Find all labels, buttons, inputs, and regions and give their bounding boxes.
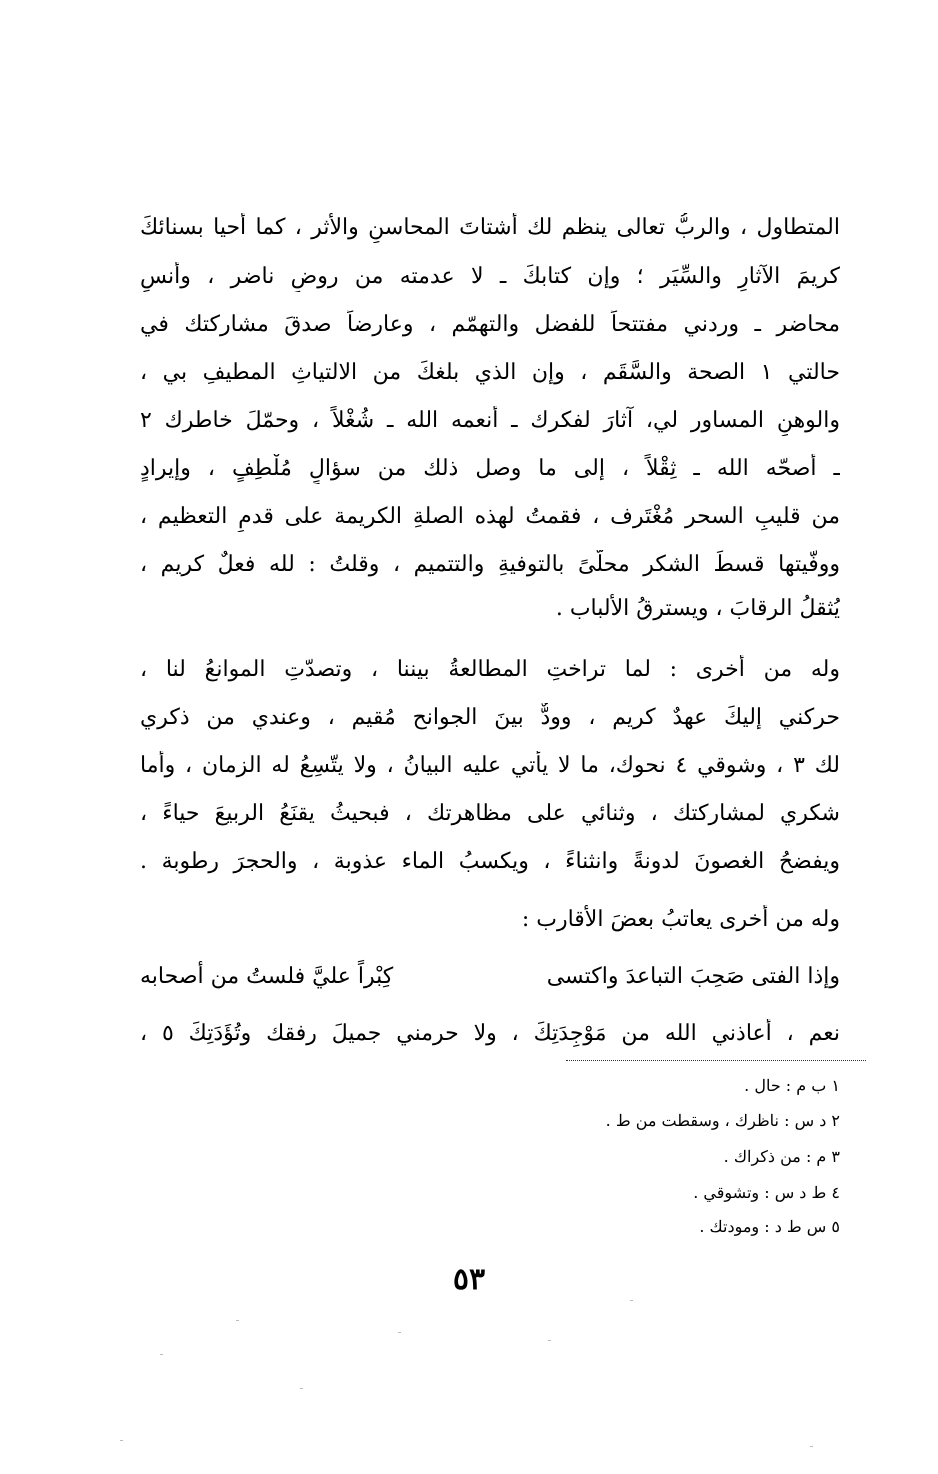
body-text-line: كريمَ الآثارِ والسِّيَر ؛ وإن كتابكَ ـ لا عدمته من روضٍ ناضر ، وأُنسٍ [140, 264, 840, 289]
scan-speck [120, 1440, 123, 1441]
scan-speck [300, 1388, 303, 1389]
body-text-line: ووفّيتها قسطَ الشكر محلّىً بالتوفيةِ والتتميم ، وقلتُ : لله فعلٌ كريم ، [140, 552, 840, 577]
body-text-line: ويفضحُ الغصونَ لدونةً وانثناءً ، ويكسبُ الماء عذوبة ، والحجرَ رطوبة . [140, 849, 840, 874]
footnote: ٣ م : من ذكراك . [723, 1147, 840, 1166]
body-text-line: من قليبِ السحر مُغْتَرف ، فقمتُ لهذه الصلةِ الكريمة على قدمِ التعظيم ، [140, 504, 840, 529]
footnote: ١ ب م : حال . [744, 1076, 840, 1095]
footnote: ٥ س ط د : ومودتك . [699, 1217, 840, 1236]
footnote-divider [566, 1060, 866, 1061]
closing-text-line: نعم ، أعاذني الله من مَوْجِدَتِكَ ، ولا حرمني جميلَ رفقك وتُؤَدَتِكَ ٥ ، [140, 1021, 840, 1046]
body-text-line: ـ أصحّه الله ـ ثِقْلاً ، إلى ما وصل ذلك من سؤالٍ مُلْطِفٍ ، وإيرادٍ [140, 456, 840, 481]
poem-verse [140, 962, 840, 994]
body-text-line: حالتي ١ الصحة والسَّقَم ، وإن الذي بلغكَ من الالتياثِ المطيفِ بي ، [140, 360, 840, 385]
body-text-line: المتطاول ، والربُّ تعالى ينظم لك أشتاتَ المحاسنِ والأثر ، كما أحيا بسنائكَ [140, 215, 840, 240]
scan-speck [548, 1340, 551, 1341]
scan-speck [810, 1446, 813, 1447]
body-text-line: لك ٣ ، وشوقي ٤ نحوك، ما لا يأتي عليه البيانُ ، ولا يتّسِعُ له الزمان ، وأما [140, 753, 840, 778]
scan-speck [160, 1354, 163, 1355]
section-intro-line: وله من أخرى يعاتبُ بعضَ الأقارب : [521, 907, 840, 932]
body-text-line: والوهنِ المساور لي، آثارَ لفكرك ـ أنعمه الله ـ شُغْلاً ، وحمّلَ خاطرك ٢ [140, 408, 840, 433]
scan-speck [236, 1320, 239, 1321]
body-text-line: محاضر ـ وردني مفتتحاً للفضل والتهمّم ، وعارضاً صدقَ مشاركتك في [140, 312, 840, 337]
poem-first-hemistich: وإذا الفتى صَحِبَ التباعدَ واكتسى [546, 964, 840, 989]
body-text-line: وله من أخرى : لما تراختِ المطالعةُ بيننا ، وتصدّتِ الموانعُ لنا ، [140, 657, 840, 682]
poem-second-hemistich: كِبْراً عليَّ فلستُ من أصحابه [140, 964, 394, 989]
footnote: ٤ ط د س : وتشوقي . [693, 1183, 840, 1202]
body-text-line: حركني إليكَ عهدٌ كريم ، وودٌّ بينَ الجوانح مُقيم ، وعندي من ذكري [140, 705, 840, 730]
scan-speck [630, 1300, 633, 1301]
body-text-line: يُثقلُ الرقابَ ، ويسترقُ الألباب . [555, 596, 840, 621]
body-text-line: شكري لمشاركتك ، وثنائي على مظاهرتك ، فبحيثُ يقنَعُ الربيعَ حياءً ، [140, 801, 840, 826]
footnote: ٢ د س : ناظرك ، وسقطت من ط . [605, 1111, 840, 1130]
page-number: ٥٣ [452, 1262, 486, 1297]
scan-speck [398, 1332, 401, 1333]
